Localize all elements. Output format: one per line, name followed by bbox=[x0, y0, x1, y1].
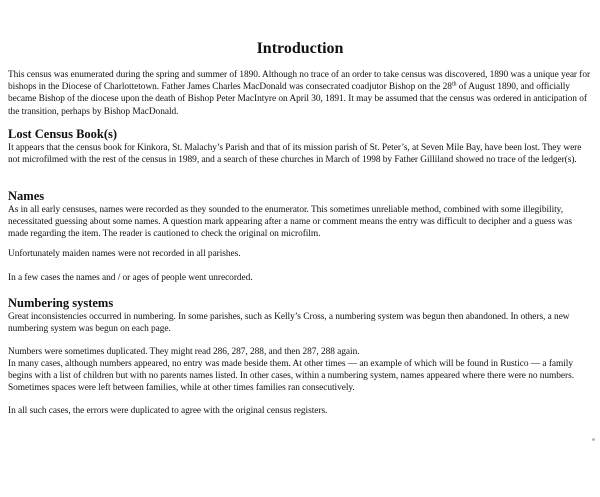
names-paragraph-1: As in all early censuses, names were recorded as they sounded to the enumerator. This sometimes unreliable method, combined with some illegibility, necessitated guessing about some names. A question mark appearing after a name or comment means the entry was difficult to decipher and a guess was made regarding the item. The reader is cautioned to check the original on microfilm. bbox=[8, 205, 572, 240]
names-paragraph-3: In a few cases the names and / or ages of people went unrecorded. bbox=[8, 273, 253, 283]
section-heading-lost-census-books: Lost Census Book(s) bbox=[8, 127, 118, 141]
page-title: Introduction bbox=[256, 40, 344, 57]
section-heading-numbering-systems: Numbering systems bbox=[8, 296, 114, 310]
names-paragraph-2: Unfortunately maiden names were not recorded in all parishes. bbox=[8, 249, 241, 259]
numbering-paragraph-3: In many cases, although numbers appeared, no entry was made beside them. At other times — an example of which will be found in Rustico — a family begins with a list of children but with no parents names listed. In other cases, within a numbering system, names appeared where there were no numbers. Sometimes spaces were left between families, while at other times families ran consecutively. bbox=[8, 359, 574, 394]
numbering-paragraph-2: Numbers were sometimes duplicated. They might read 286, 287, 288, and then 287, 288 again. bbox=[8, 347, 360, 357]
intro-text-part-2: of August 1890, and officially became Bishop of the diocese upon the death of Bishop Peter MacIntyre on April 30, 1891. It may be assumed that the census was ordered in anticipation of the transition, perhaps by Bishop MacDonald. bbox=[8, 82, 587, 117]
ordinal-superscript: th bbox=[451, 81, 457, 88]
scan-speck bbox=[592, 438, 595, 441]
intro-paragraph bbox=[8, 69, 594, 118]
intro-text-part-1: This census was enumerated during the spring and summer of 1890. Although no trace of an order to take census was discovered, 1890 was a unique year for bishops in the Diocese of Charlottetown. Father James Charles MacDonald was consecrated coadjutor Bishop on the 28 bbox=[8, 70, 591, 93]
numbering-paragraph-4: In all such cases, the errors were duplicated to agree with the original census registers. bbox=[8, 406, 328, 416]
section-heading-names: Names bbox=[8, 189, 45, 203]
lost-census-books-paragraph: It appears that the census book for Kinkora, St. Malachy’s Parish and that of its mission parish of St. Peter’s, at Seven Mile Bay, have been lost. They were not microfilmed with the rest of the census in 1989, and a search of these churches in March of 1998 by Father Gilliland showed no trace of the ledger(s). bbox=[8, 143, 582, 166]
numbering-paragraph-1: Great inconsistencies occurred in numbering. In some parishes, such as Kelly’s Cross, a numbering system was begun then abandoned. In others, a new numbering system was begun on each page. bbox=[8, 312, 570, 335]
